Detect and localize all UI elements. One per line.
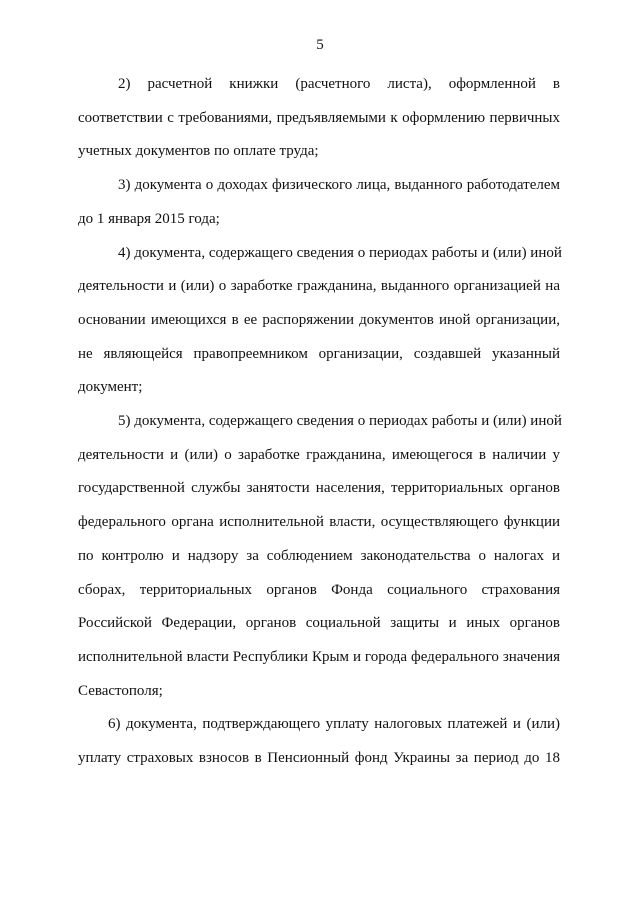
paragraph-line: исполнительной власти Республики Крым и города федерального значения <box>78 648 560 665</box>
paragraph-item-3 <box>78 169 560 236</box>
paragraph-line: 2) расчетной книжки (расчетного листа), оформленной в <box>118 76 560 92</box>
document-body <box>78 68 560 776</box>
paragraph-item-6 <box>78 708 560 775</box>
paragraph-line: документ; <box>78 379 143 396</box>
paragraph-line: Российской Федерации, органов социальной защиты и иных органов <box>78 615 560 632</box>
paragraph-line: 5) документа, содержащего сведения о периодах работы и (или) иной <box>118 413 562 430</box>
paragraph-line: деятельности и (или) о заработке гражданина, выданного организацией на <box>78 278 560 295</box>
paragraph-item-5 <box>78 405 560 708</box>
paragraph-item-4 <box>78 237 560 406</box>
paragraph-line: сборах, территориальных органов Фонда социального страхования <box>78 581 560 598</box>
paragraph-line: основании имеющихся в ее распоряжении документов иной организации, <box>78 311 560 328</box>
paragraph-line: деятельности и (или) о заработке гражданина, имеющегося в наличии у <box>78 446 560 463</box>
paragraph-line: Севастополя; <box>78 682 163 699</box>
paragraph-line: 3) документа о доходах физического лица, выданного работодателем <box>118 177 560 194</box>
paragraph-line: уплату страховых взносов в Пенсионный фонд Украины за период до 18 <box>78 750 560 767</box>
paragraph-item-2 <box>78 68 560 169</box>
paragraph-line: по контролю и надзору за соблюдением законодательства о налогах и <box>78 547 560 564</box>
paragraph-line: учетных документов по оплате труда; <box>78 143 319 160</box>
paragraph-line: до 1 января 2015 года; <box>78 210 220 227</box>
page-number: 5 <box>316 37 324 53</box>
paragraph-line: соответствии с требованиями, предъявляемыми к оформлению первичных <box>78 109 560 126</box>
paragraph-line: не являющейся правопреемником организации, создавшей указанный <box>78 345 560 362</box>
paragraph-line: федерального органа исполнительной власти, осуществляющего функции <box>78 514 560 531</box>
paragraph-line: 6) документа, подтверждающего уплату налоговых платежей и (или) <box>108 716 560 733</box>
paragraph-line: государственной службы занятости населения, территориальных органов <box>78 480 560 497</box>
paragraph-line: 4) документа, содержащего сведения о периодах работы и (или) иной <box>118 244 562 261</box>
